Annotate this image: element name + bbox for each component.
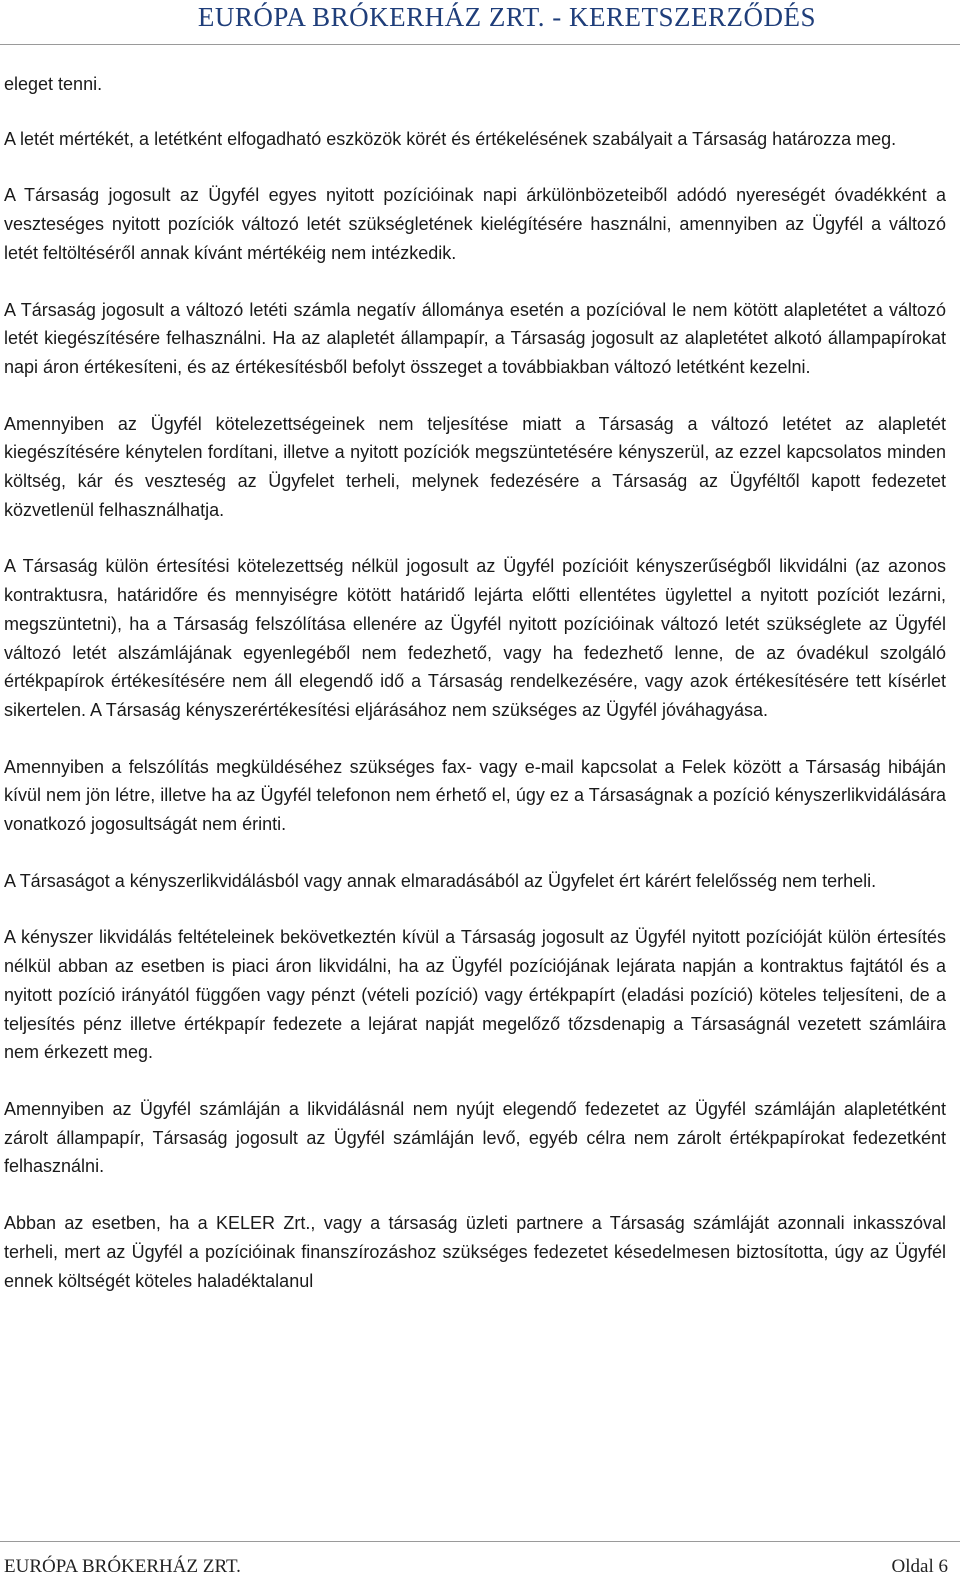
- paragraph: A letét mértékét, a letétként elfogadható eszközök körét és értékelésének szabályait a Társaság határozza meg.: [4, 128, 897, 149]
- paragraph-continuation: eleget tenni.: [4, 74, 103, 94]
- page-number: Oldal 6: [891, 1556, 948, 1577]
- paragraph: A Társaság külön értesítési kötelezettség nélkül jogosult az Ügyfél pozícióit kényszerűségből likvidálni (az azonos kontraktusra, határidőre és mennyiségre kötött határidő lejárta előtti ellentétes ügylettel a nyitott pozíciót lezárni, megszüntetni), ha a Társaság felszólítása ellenére az Ügyfél nyitott pozícióinak változó letét szükséglete az Ügyfél változó letét alszámlájának egyenlegéből nem fedezhető, vagy ha fedezhető lenne, de az óvadékul szolgáló értékpapírok értékesítésére nem áll elegendő idő a Társaság rendelkezésére, vagy azok értékesítésére tett kísérlet sikertelen. A Társaság kényszerértékesítési eljárásához nem szükséges az Ügyfél jóváhagyása.: [4, 556, 946, 720]
- paragraph: Abban az esetben, ha a KELER Zrt., vagy a társaság üzleti partnere a Társaság számláját azonnali inkasszóval terheli, mert az Ügyfél a pozícióinak finanszírozáshoz szükséges fedezetet késedelmesen biztosította, úgy az Ügyfél ennek költségét köteles haladéktalanul: [4, 1213, 946, 1291]
- page-footer: [0, 1541, 960, 1580]
- paragraph: A Társaságot a kényszerlikvidálásból vagy annak elmaradásából az Ügyfelet ért kárért felelősség nem terheli.: [4, 870, 877, 891]
- footer-company-name: EURÓPA BRÓKERHÁZ ZRT.: [4, 1556, 241, 1577]
- paragraph: Amennyiben a felszólítás megküldéséhez szükséges fax- vagy e-mail kapcsolat a Felek között a Társaság hibáján kívül nem jön létre, illetve ha az Ügyfél telefonon nem érhető el, úgy ez a Társaságnak a pozíció kényszerlikvidálására vonatkozó jogosultságát nem érinti.: [4, 756, 946, 835]
- paragraph: A Társaság jogosult a változó letéti számla negatív állománya esetén a pozícióval le nem kötött alapletétet a változó letét kiegészítésére felhasználni. Ha az alapletét állampapír, a Társaság jogosult az alapletétet alkotó állampapírokat napi áron értékesíteni, és az értékesítésből befolyt összeget a továbbiakban változó letétként kezelni.: [4, 299, 946, 377]
- document-body: [4, 70, 946, 1323]
- paragraph: A Társaság jogosult az Ügyfél egyes nyitott pozícióinak napi árkülönbözeteiből adódó nyereségét óvadékként a veszteséges nyitott pozíciók változó letét szükségletének kielégítésére használni, amennyiben az Ügyfél a változó letét feltöltéséről annak kívánt mértékéig nem intézkedik.: [4, 185, 946, 263]
- paragraph: Amennyiben az Ügyfél kötelezettségeinek nem teljesítése miatt a Társaság a változó letétet az alapletét kiegészítésére kénytelen fordítani, illetve a nyitott pozíciók megszüntetésére kényszerül, az ezzel kapcsolatos minden költség, kár és veszteség az Ügyfelet terheli, melynek fedezésére a Társaság az Ügyféltől kapott fedezetet közvetlenül felhasználhatja.: [4, 413, 946, 520]
- paragraph: Amennyiben az Ügyfél számláján a likvidálásnál nem nyújt elegendő fedezetet az Ügyfél számláján alapletétként zárolt állampapír, Társaság jogosult az Ügyfél számláján levő, egyéb célra nem zárolt értékpapírokat fedezetként felhasználni.: [4, 1098, 946, 1177]
- page-header: [0, 0, 960, 45]
- paragraph: A kényszer likvidálás feltételeinek bekövetkeztén kívül a Társaság jogosult az Ügyfél nyitott pozícióját külön értesítés nélkül abban az esetben is piaci áron likvidálni, ha az Ügyfél pozíciójának lejárata napján a kontraktus fajtától és a nyitott pozíció irányától függően vagy pénzt (vételi pozíció) vagy értékpapírt (eladási pozíció) köteles teljesíteni, de a teljesítés pénz illetve értékpapír fedezete a lejárat napját megelőző tőzsdenapig a Társaságnál vezetett számláira nem érkezett meg.: [4, 927, 946, 1063]
- document-title: EURÓPA BRÓKERHÁZ ZRT. - KERETSZERZŐDÉS: [197, 2, 816, 32]
